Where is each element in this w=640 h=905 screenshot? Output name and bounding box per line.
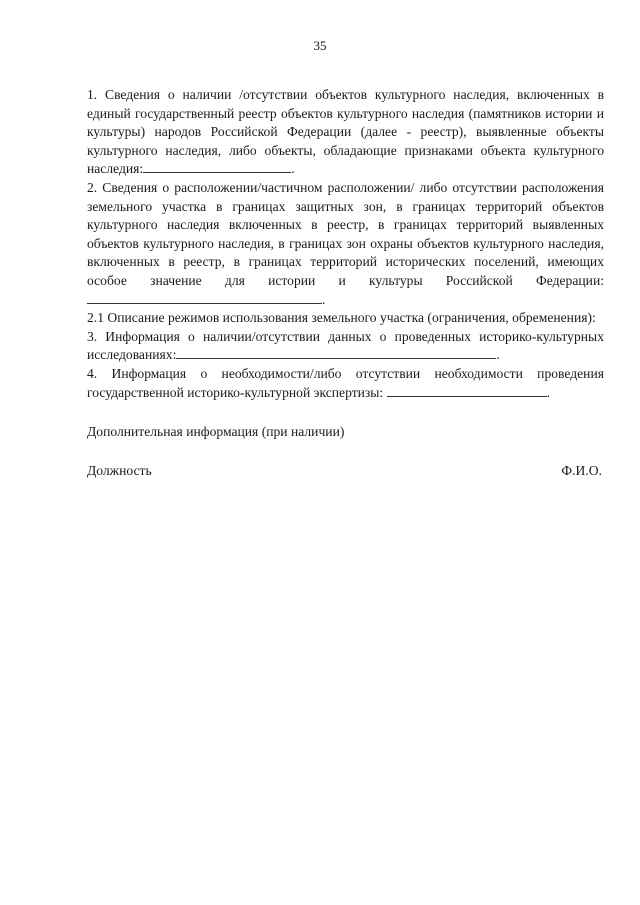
item-end-punctuation: . bbox=[322, 291, 326, 307]
page-number: 35 bbox=[313, 38, 327, 53]
item-text: 1. Сведения о наличии /отсутствии объектов культурного наследия, включенных в единый государственный реестр объектов культурного наследия (памятников истории и культуры) народов Российской Федерации (далее - реестр), выявленные объекты культурного наследия, либо объекты, обладающие признаками объекта культурного наследия: bbox=[87, 87, 604, 177]
full-name-label: Ф.И.О. bbox=[561, 463, 602, 478]
item-historical-research bbox=[87, 328, 604, 365]
fill-in-blank bbox=[143, 160, 291, 173]
item-text: 4. Информация о необходимости/либо отсутствии необходимости проведения государственной историко-культурной экспертизы: bbox=[87, 365, 604, 400]
item-text: 2. Сведения о расположении/частичном расположении/ либо отсутствии расположения земельного участка в границах защитных зон, в границах территорий объектов культурного наследия включенных в реестр, в границах территорий выявленных объектов культурного наследия, в границах зон охраны объектов культурного наследия, включенных в реестр, в границах территорий исторических поселений, имеющих особое значение для истории и культуры Российской Федерации: bbox=[87, 179, 604, 288]
position-label: Должность bbox=[87, 463, 152, 478]
item-text: 3. Информация о наличии/отсутствии данных о проведенных историко-культурных исследованиях: bbox=[87, 328, 604, 363]
item-end-punctuation: . bbox=[496, 347, 500, 363]
item-end-punctuation: . bbox=[546, 384, 550, 400]
item-land-plot-location bbox=[87, 179, 604, 309]
fill-in-blank bbox=[387, 384, 547, 397]
fill-in-blank bbox=[87, 291, 322, 304]
item-text: 2.1 Описание режимов использования земельного участка (ограничения, обременения): bbox=[87, 310, 596, 326]
document-body bbox=[87, 86, 604, 402]
item-expertise-necessity bbox=[87, 365, 604, 402]
fill-in-blank bbox=[176, 346, 496, 359]
item-end-punctuation: . bbox=[291, 161, 295, 177]
item-cultural-heritage-objects bbox=[87, 86, 604, 179]
item-usage-regimes bbox=[87, 309, 604, 328]
additional-info: Дополнительная информация (при наличии) bbox=[87, 424, 345, 439]
